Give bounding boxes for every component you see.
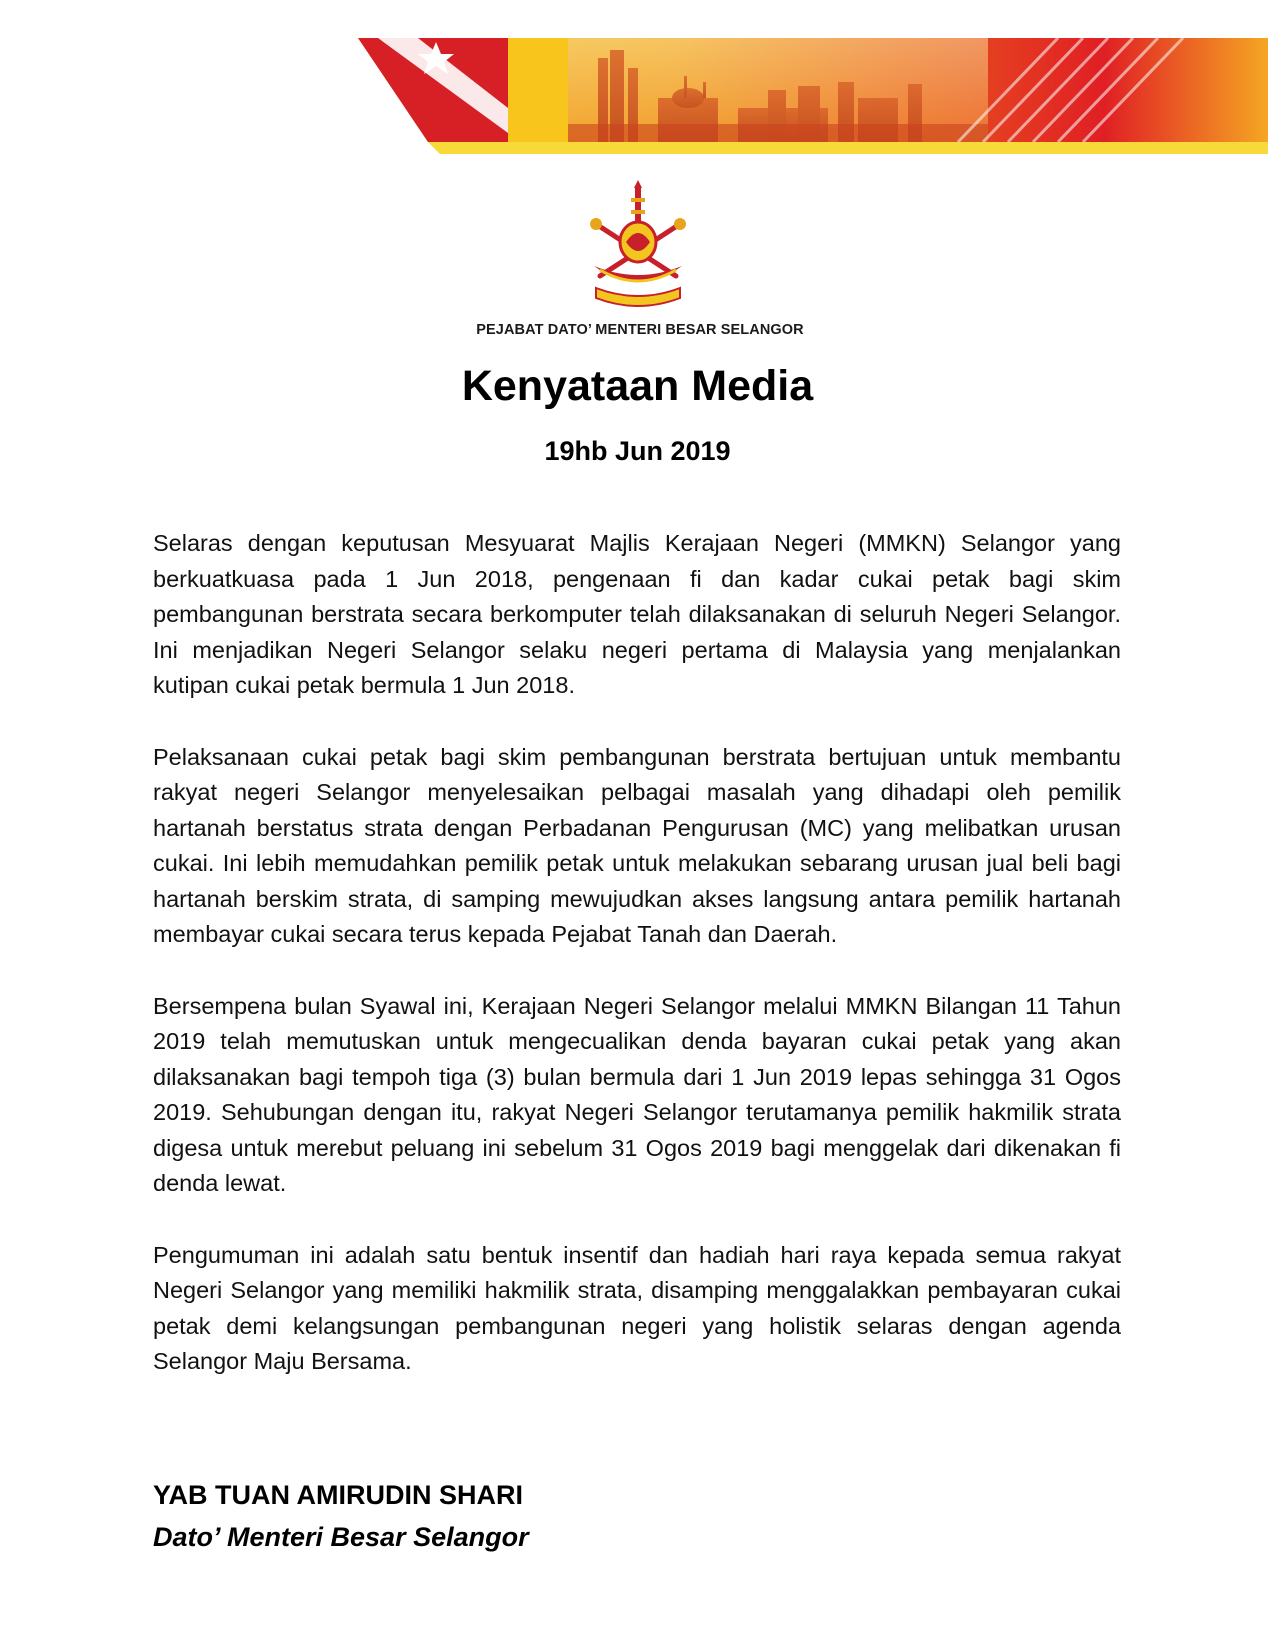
selangor-flag-skyline-banner-icon <box>358 38 1268 160</box>
selangor-state-crest-icon <box>576 180 700 316</box>
paragraph-3: Bersempena bulan Syawal ini, Kerajaan Negeri Selangor melalui MMKN Bilangan 11 Tahun 2019 telah memutuskan untuk mengecualikan denda bayaran cukai petak yang akan dilaksanakan bagi tempoh tiga (3) bulan bermula dari 1 Jun 2019 lepas sehingga 31 Ogos 2019. Sehubungan dengan itu, rakyat Negeri Selangor terutamanya pemilik hakmilik strata digesa untuk merebut peluang ini sebelum 31 Ogos 2019 bagi menggelak dari dikenakan fi denda lewat. <box>153 992 1121 1196</box>
office-name: PEJABAT DATO’ MENTERI BESAR SELANGOR <box>476 322 804 338</box>
page-title: Kenyataan Media <box>461 362 814 410</box>
paragraph-2: Pelaksanaan cukai petak bagi skim pembangunan berstrata bertujuan untuk membantu rakyat negeri Selangor menyelesaikan pelbagai masalah yang dihadapi oleh pemilik hartanah berstatus strata dengan Perbadanan Pengurusan (MC) yang melibatkan urusan cukai. Ini lebih memudahkan pemilik petak untuk melakukan sebarang urusan jual beli bagi hartanah berskim strata, di samping mewujudkan akses langsung antara pemilik hartanah membayar cukai secara terus kepada Pejabat Tanah dan Daerah. <box>153 743 1121 947</box>
document-body <box>153 526 1121 1416</box>
header-banner <box>358 38 1268 160</box>
document-date: 19hb Jun 2019 <box>544 436 731 466</box>
selangor-crest <box>576 180 700 316</box>
signatory-name: YAB TUAN AMIRUDIN SHARI <box>153 1480 524 1510</box>
paragraph-1: Selaras dengan keputusan Mesyuarat Majlis Kerajaan Negeri (MMKN) Selangor yang berkuatkuasa pada 1 Jun 2018, pengenaan fi dan kadar cukai petak bagi skim pembangunan berstrata secara berkomputer telah dilaksanakan di seluruh Negeri Selangor. Ini menjadikan Negeri Selangor selaku negeri pertama di Malaysia yang menjalankan kutipan cukai petak bermula 1 Jun 2018. <box>153 530 1121 698</box>
paragraph-4: Pengumuman ini adalah satu bentuk insentif dan hadiah hari raya kepada semua rakyat Negeri Selangor yang memiliki hakmilik strata, disamping menggalakkan pembayaran cukai petak demi kelangsungan pembangunan negeri yang holistik selaras dengan agenda Selangor Maju Bersama. <box>153 1241 1121 1374</box>
signatory-title: Dato’ Menteri Besar Selangor <box>153 1522 529 1552</box>
